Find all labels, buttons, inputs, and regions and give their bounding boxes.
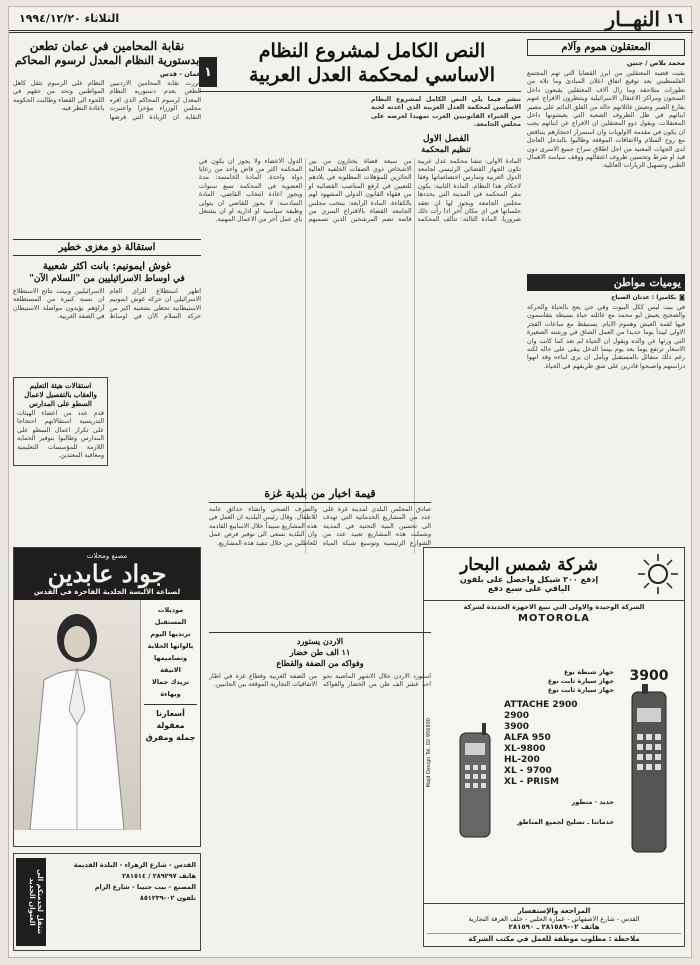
address-line: القدس - شارع الزهراء - البلدة القديمة: [73, 861, 196, 869]
feature-item: وتصاميمها الانيقة: [153, 654, 188, 674]
handset-icon: [620, 684, 678, 864]
newspaper-page: [8, 6, 692, 958]
shams-ad-label-1: جهاز شنطة نوع: [564, 668, 614, 676]
main-text: المادة الاولى: تنشأ محكمة عدل عربية تكون الجهاز القضائي الرئيسي لجامعة الدول العربية وتمارس اختصاصاتها وفقا لاحكام هذا النظام. المادة الثانية: يكون مقر المحكمة في المدينة التي يحددها مجلس الجامعة ويجوز لها ان تعقد جلساتها في اي مكان آخر اذا رأت ذلك ضروريا. المادة الثالثة: تتألف المحكمة من سبعة قضاة يختارون من بين الاشخاص ذوي الصفات الخلقية العالية الحائزين للمؤهلات المطلوبة في بلادهم للتعيين في ارفع المناصب القضائية او من فقهاء القانون الدولي المشهود لهم بالكفاءة. المادة الرابعة: ينتخب مجلس الجامعة القضاة بالاقتراع السري من قائمة تضم المرشحين الذين تسميهم الدول الاعضاء ولا يجوز ان يكون في المحكمة اكثر من قاض واحد من رعايا دولة واحدة. المادة الخامسة: مدة العضوية في المحكمة تسع سنوات ويجوز اعادة انتخاب القاضي. المادة السادسة: لا يجوز للقاضي ان يتولى وظيفة سياسية او ادارية او ان يشتغل باي عمل آخر من الاعمال المهنية.: [199, 157, 521, 224]
jordan-head-line3: وفواكه من الضفة والقطاع: [276, 658, 364, 668]
main-headline-line1: النص الكامل لمشروع النظام: [258, 40, 486, 62]
shams-ad-label-3: جهاز سيارة ثابت نوع: [547, 686, 614, 694]
section-subtitle: تنظيم المحكمة: [421, 143, 471, 154]
diary-byline: بكاميرا : عدنان الصياح: [611, 294, 677, 301]
diary-text: في بيت ليس ككل البيوت وفي حي يعج بالحياة والحركة والضجيج يعيش ابو محمد مع عائلته حياة بسيطة يتقاسمون فيها لقمة العيش وهموم الايام. يستيقظ مع ساعات الفجر الاولى ليبدأ يوما جديدا من العمل الشاق في ورشته الصغيرة التي ورثها عن والده ويقول ان الحياة لم تعد كما كانت وان الاسعار ترتفع يوما بعد يوم بينما الدخل يبقى على حاله لكنه رغم ذلك متفائل بالمستقبل ويأمل ان يرى ابناءه وقد انهوا دراستهم واصبحوا قادرين على شق طريقهم في الحياة.: [527, 304, 685, 370]
teachers-head-line1: استقالات هيئة التعليم: [29, 381, 92, 390]
main-article: [199, 39, 521, 554]
model-item: XL-9800: [504, 744, 546, 754]
jordan-head-line1: الاردن يستورد: [209, 632, 431, 647]
model-item: ATTACHE 2900: [504, 700, 578, 710]
shams-ad-footer-title: المراجعة والإستفسار: [517, 907, 591, 915]
model-photo: [14, 600, 140, 830]
diary-banner: [527, 274, 685, 291]
address-line: تلفون ٠٢-٨٥١٢٣٩: [139, 894, 196, 902]
feature-item: تزيدك جمالا وبهاءة: [151, 678, 190, 698]
shams-ad-header: [424, 548, 684, 601]
model-figure-icon: [14, 600, 140, 830]
jawad-ad-body: [14, 600, 200, 830]
jawad-ad-tagline: لصناعة الألبسة الجلدية الفاخرة في القدس: [33, 588, 181, 596]
diary-byline-row: [527, 294, 685, 301]
resignation-headline: استقالة ذو مغزى خطير: [13, 239, 201, 256]
lawyers-text: قررت نقابة المحامين الاردنيين الطعن بعدم دستورية النظام المعدل لرسوم المحاكم الذي اقره مجلس الوزراء مؤخرا واعتبرت النقابة ان الزيادة التي فرضها النظام على الرسوم تثقل كاهل المواطنين وتحد من حقهم في اللجوء الى القضاء وطالبت الحكومة باعادة النظر فيه.: [13, 80, 201, 121]
newspaper-brand: النهــار: [605, 6, 660, 31]
main-headline-block: [199, 39, 521, 92]
address-line: هاتف ٢٨٩٢٩٧ / ٢٨١٥١٤: [122, 872, 196, 880]
lawyers-headline-line2: بدستورية النظام المعدل لرسوم المحاكم: [14, 54, 200, 67]
left-column: [13, 39, 201, 539]
sun-icon: [636, 552, 680, 596]
teachers-box: [13, 377, 108, 466]
model-item: 2900: [504, 711, 530, 721]
shams-ad-offer: إدفع ٢٠٠ شيكل واحصل على بلفون: [459, 575, 599, 584]
jawad-ad-header: [14, 548, 200, 600]
feature-item: ترتديها اليوم: [150, 630, 191, 638]
shams-ad-phones: هاتف ٠٢-٢٨١٥٨٩ ـ ٢٨١٥٩٠: [508, 923, 600, 931]
mobile-phone-icon: [454, 723, 498, 843]
shams-ad: [423, 547, 685, 947]
masthead: [9, 7, 693, 33]
address-line: المصنع - بيت حنينا - شارع الرام: [94, 883, 196, 891]
camera-icon: ◙: [679, 294, 685, 301]
main-intro: ننشر فيما يلي النص الكامل لمشروع النظام الاساسي لمحكمة العدل العربية الذي اعدته لجنة من الخبراء القانونيين العرب تمهيدا لعرضه على مجلس الجامعة.: [371, 96, 521, 129]
shams-ad-note: الشركة الوحيدة والاولى التي تبيع الاجهزة الجديدة لشركة: [463, 603, 645, 611]
detainees-text: بقيت قضية المعتقلين من ابرز القضايا التي تهم المجتمع الفلسطيني بعد توقيع اتفاق اعلان المبادئ وما تلاه من تطورات متلاحقة وما زال آلاف المعتقلين يقبعون داخل السجون ومراكز الاعتقال الاسرائيلية وينتظرون الافراج عنهم بفارغ الصبر وتعيش عائلاتهم حالة من القلق الدائم على مصير ابنائهم في ظل الظروف الصعبة التي يعيشونها داخل المعتقلات. ويقول ذوو المعتقلين ان الافراج عن ابنائهم يجب ان يكون في مقدمة الاولويات وان استمرار احتجازهم يتناقض مع روح السلام والاتفاقات الموقعة وطالبوا بالتدخل العاجل لدى الجهات المعنية من اجل اطلاق سراح جميع الاسرى دون قيد او شرط وتحسين ظروف اعتقالهم ووقف سياسة الاهمال الطبي وتسهيل الزيارات العائلية.: [527, 70, 685, 170]
lawyers-byline: عمان - قدس: [160, 70, 201, 78]
jordan-imports: [209, 632, 431, 947]
jordan-text: استورد الاردن خلال الاشهر الماضية نحو احد عشر الف طن من الخضار والفواكه من الضفة الغربية وقطاع غزة في اطار الاتفاقيات التجارية الموقعة بين الجانبين.: [209, 673, 431, 689]
model-item: 3900: [504, 722, 530, 732]
shams-ad-bottom-note: ملاحظة : مطلوب موظفة للعمل في مكتب الشركة: [427, 933, 681, 943]
jawad-address-note: ننتقل لخدمتكم الى العنوان الجديد: [16, 858, 46, 946]
section-title: الفصل الاول: [422, 133, 470, 144]
shams-ad-extras: جديد · متطور: [571, 798, 614, 806]
gush-text: اظهر استطلاع للرأي العام الاسرائيلي ان حركة غوش ايمونيم الاستيطانية تحظى بشعبية اكبر من حركة السلام الآن في اوساط الاسرائيليين وبينت نتائج الاستطلاع ان نسبة كبيرة من المستطلعة آراؤهم يؤيدون مواصلة الاستيطان في الضفة الغربية.: [13, 288, 201, 321]
shams-ad-title: شركة شمس البحار: [460, 555, 598, 575]
teachers-text: قدم عدد من اعضاء الهيئات التدريسية استقالاتهم احتجاجا على تكرار اعمال السطو على المدارس وطالبوا بتوفير الحماية اللازمة للمؤسسات التعليمية ومعاقبة المعتدين.: [17, 410, 104, 460]
detainees-headline: المعتقلون هموم وآلام: [527, 39, 685, 56]
model-item: ALFA 950: [504, 733, 551, 743]
jawad-ad-top: مصنع ومحلات: [86, 552, 128, 560]
feature-item: أسعارنا معقولة: [144, 704, 197, 732]
shams-ad-model-list: [504, 700, 614, 788]
jawad-ad: [13, 547, 201, 847]
gaza-headline: قيمة اخبار من بلدية غزة: [209, 487, 431, 503]
shams-ad-address: القدس - شارع الاصفهاني - عمارة الحلبي - خلف الغرفة التجارية: [468, 915, 640, 923]
model-item: XL - PRISM: [504, 777, 559, 787]
detainees-byline: محمد بلاص / جنين: [627, 59, 685, 67]
main-model-number: 3900: [629, 668, 669, 684]
masthead-brand-block: [606, 7, 683, 31]
phone-graphic-right: [620, 668, 678, 868]
jawad-ad-features: [140, 600, 200, 830]
feature-item: بالوانها الخلابة: [147, 642, 194, 650]
jawad-address-box: [13, 853, 201, 951]
main-headline-line2: الاساسي لمحكمة العدل العربية: [248, 64, 496, 86]
jawad-address-lines: [50, 860, 196, 904]
teachers-head-line2: والعقاب بالتفصيل لاعمال: [24, 390, 97, 399]
shams-ad-offer-2: الباقي على سبع دفع: [488, 584, 570, 593]
gush-headline-line2: في اوساط الاسرائيليين من "السلام الآن": [29, 274, 185, 284]
teachers-head-line3: السطو على المدارس: [29, 399, 92, 408]
shams-ad-new: جديد: [599, 798, 614, 806]
page-number: ١٦: [665, 10, 683, 27]
right-column: [527, 39, 685, 579]
model-item: XL - 9700: [504, 766, 552, 776]
shams-ad-brand: MOTOROLA: [517, 613, 591, 624]
shams-ad-labels: [504, 668, 614, 695]
feature-item: جملة ومفرق: [145, 733, 196, 742]
shams-ad-advanced: متطور: [571, 798, 593, 806]
jawad-ad-name: جواد عابدين: [47, 559, 167, 588]
model-item: HL-200: [504, 755, 540, 765]
shams-ad-service: خدماتنا ـ تصليح لجميع المناطق: [516, 818, 614, 826]
feature-item: موديلات المستقبل: [154, 606, 187, 626]
gush-headline-line1: غوش ايمونيم: بانت اكثر شعبية: [42, 261, 172, 272]
lawyers-headline-line1: نقابة المحامين في عمان تطعن: [29, 39, 185, 53]
shams-ad-designer: Majd Design Tel. 02-956930: [426, 718, 432, 788]
diary-banner-title: يوميات مواطن: [613, 276, 681, 289]
gaza-text: صادق المجلس البلدي لمدينة غزة على عدد من المشاريع الخدماتية التي تهدف الى تحسين البنية التحتية في المدينة وشملت هذه المشاريع تعبيد عدد من الشوارع الرئيسية وتوسيع شبكة المياه والصرف الصحي وانشاء حدائق عامة للاطفال. وقال رئيس البلدية ان العمل في هذه المشاريع سيبدأ خلال الاسابيع القادمة وان البلدية تسعى الى توفير فرص عمل للعاطلين من خلال تنفيذ هذه المشاريع.: [209, 506, 431, 547]
gaza-news: [209, 487, 431, 622]
shams-ad-label-2: جهاز سيارة ثابت نوع: [547, 677, 614, 685]
shams-ad-footer: [424, 903, 684, 946]
jordan-head-line2: ١١ الف طن خضار: [289, 647, 351, 657]
issue-date: الثلاثاء ١٩٩٤/١٢/٢٠: [19, 12, 120, 25]
part-number-badge: ١: [199, 57, 217, 87]
